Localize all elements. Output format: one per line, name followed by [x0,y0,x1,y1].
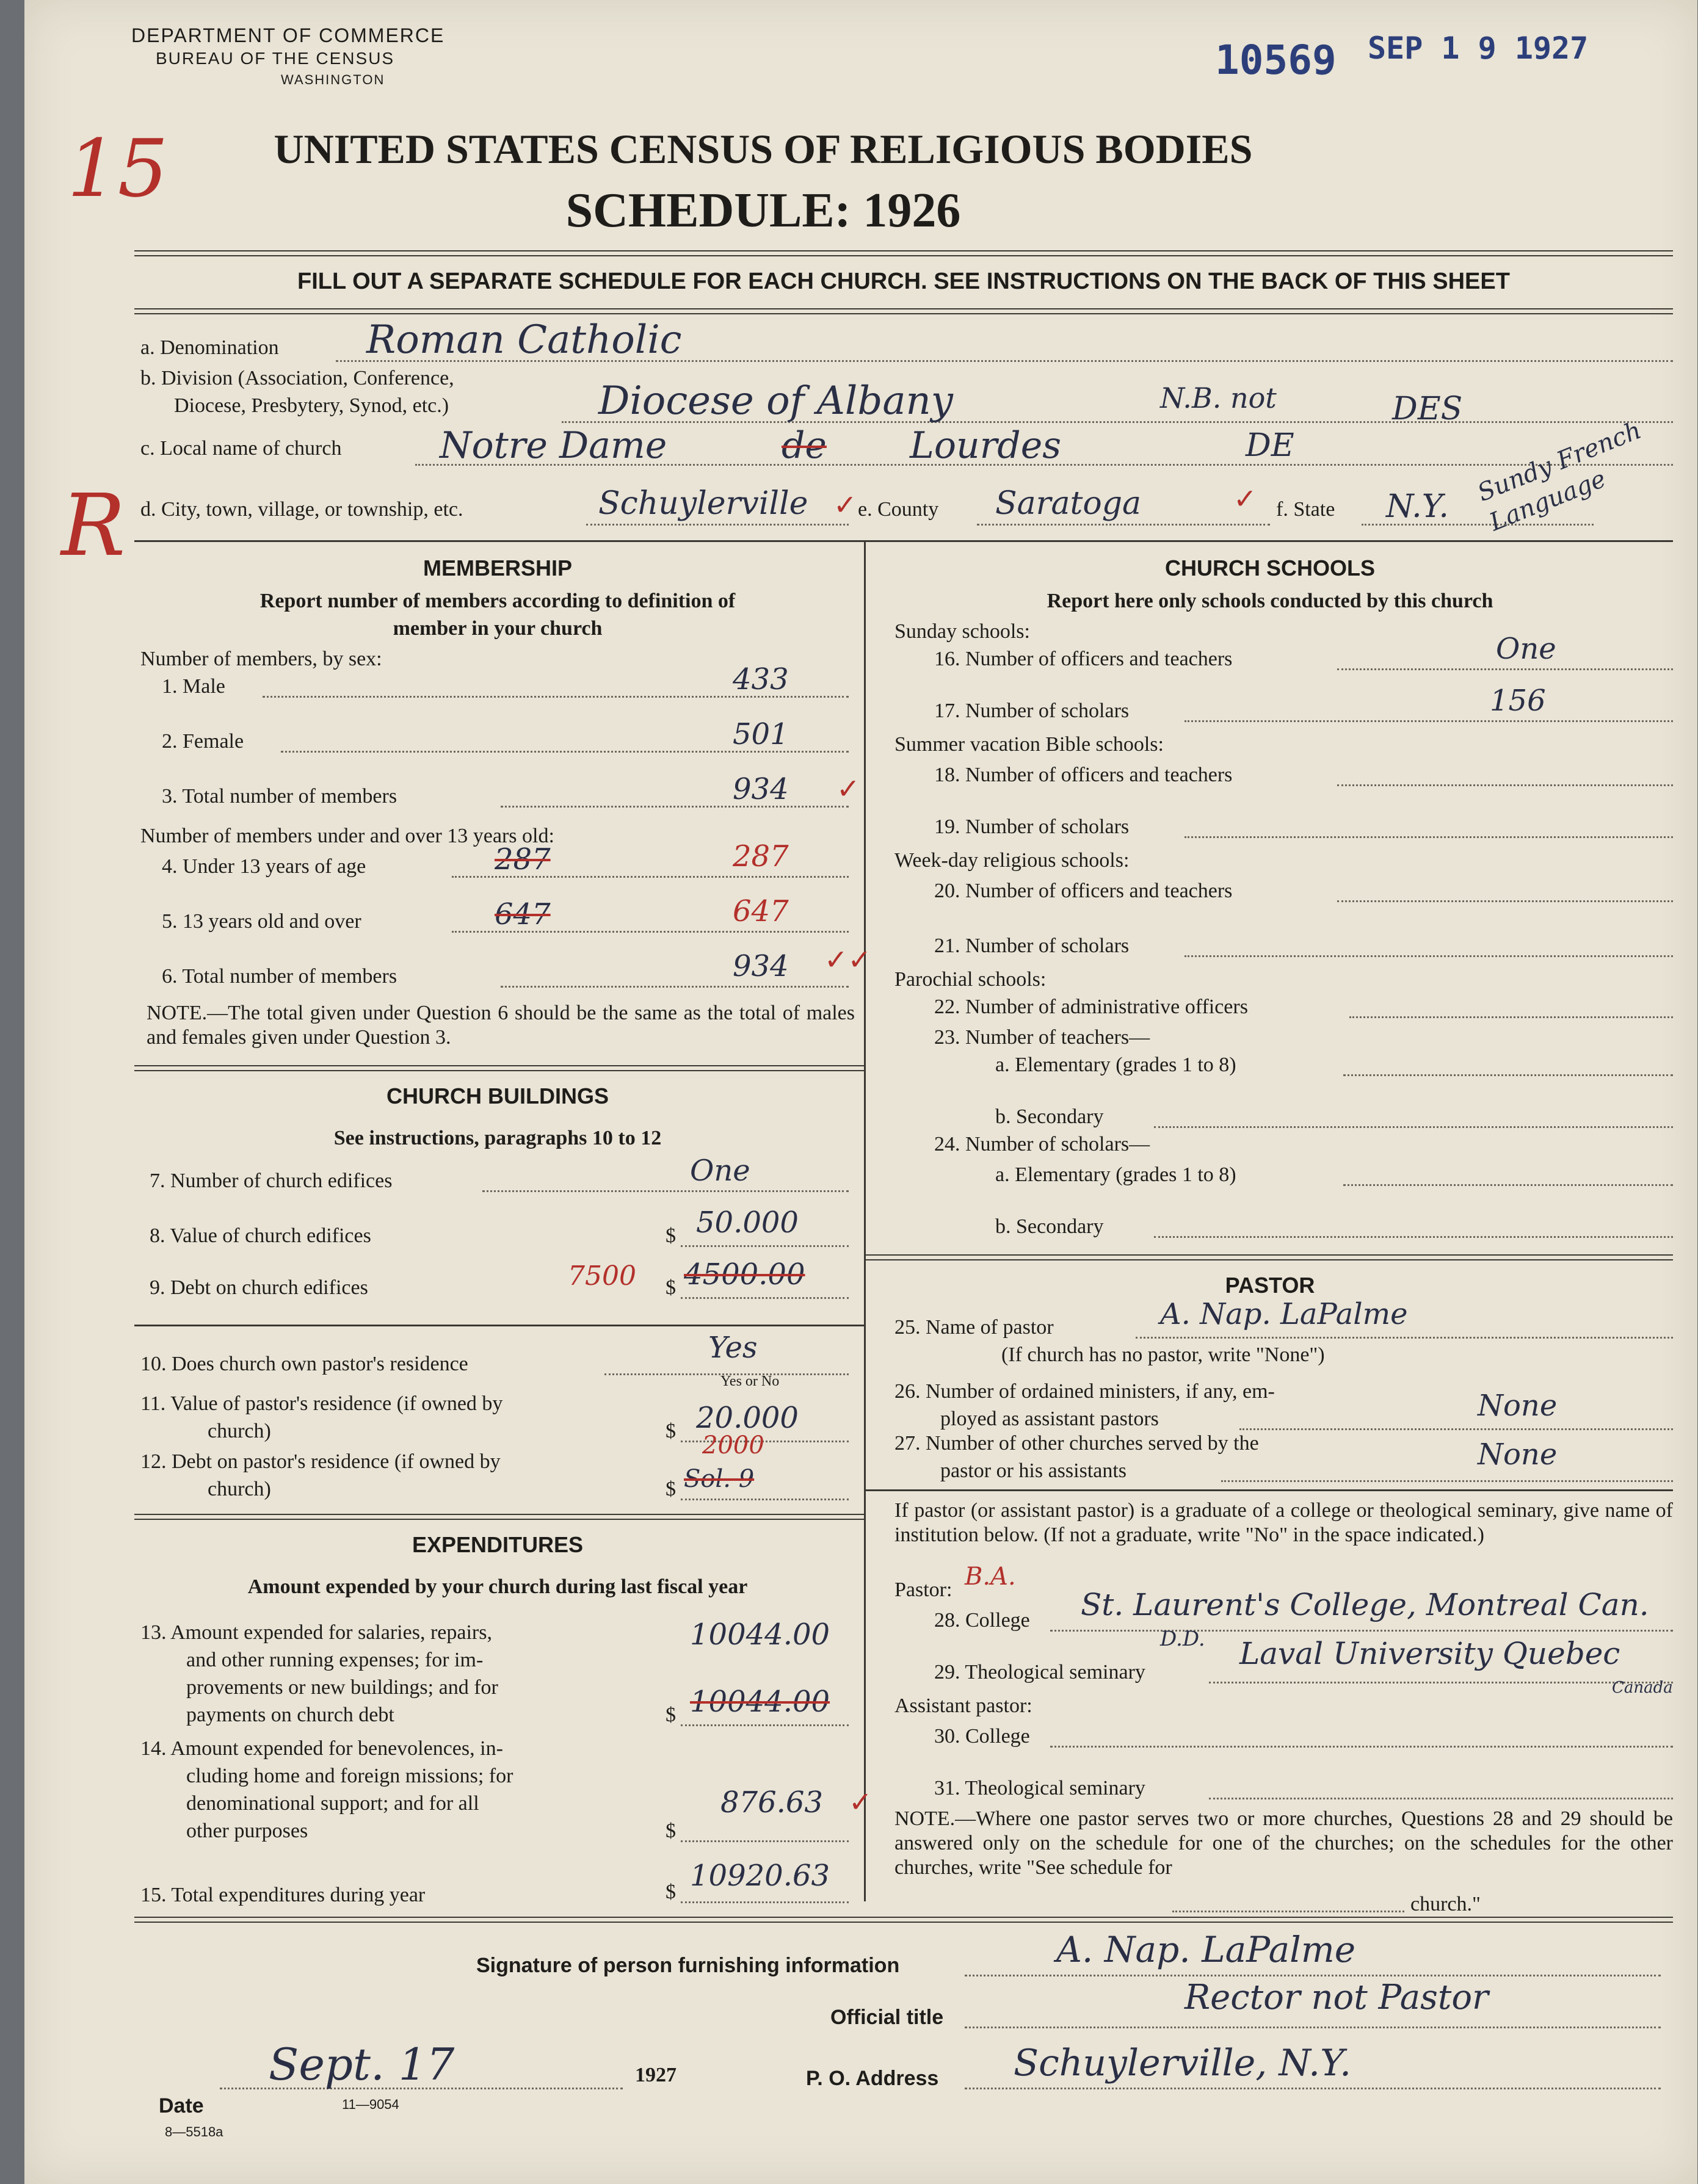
division-label-2: Diocese, Presbytery, Synod, etc.) [174,394,449,417]
stamp-number: 10569 [1215,37,1337,84]
q25-line [1136,1337,1673,1339]
city-line [586,524,849,526]
q16-line [1337,668,1673,670]
q23a-line [1343,1074,1673,1076]
q16-answer: One [1496,632,1556,666]
q17-line [1185,720,1673,722]
census-schedule-form [24,0,1697,2184]
membership-heading: MEMBERSHIP [423,555,573,580]
pastor-note: NOTE.—Where one pastor serves two or more churches, Questions 28 and 29 should be answered only on the schedule for one of the churches; on the schedules for the other churches, write "See schedule for [894,1807,1673,1879]
po-address-label: P. O. Address [806,2067,939,2090]
division-value: Diocese of Albany [598,378,953,424]
membership-by-sex: Number of members, by sex: [140,648,382,670]
bureau-city: WASHINGTON [281,72,385,87]
column-divider [864,540,866,1901]
margin-mark-r: R [61,476,126,576]
form-subtitle: SCHEDULE: 1926 [565,184,961,237]
membership-by-age: Number of members under and over 13 years old: [140,825,554,847]
signature-line [965,1975,1661,1976]
title-rule [134,250,1673,256]
q13-label-3: provements or new buildings; and for [186,1676,498,1699]
stamp-date: SEP 1 9 1927 [1368,31,1589,66]
q6-check-icon: ✓✓ [824,944,872,975]
parochial-schools-label: Parochial schools: [894,968,1047,991]
denomination-label: a. Denomination [140,336,279,359]
q2-answer: 501 [733,717,789,751]
po-address-line [965,2088,1661,2089]
state-label: f. State [1276,498,1335,521]
q29-line [1209,1682,1673,1683]
q7-label: 7. Number of church edifices [150,1170,393,1192]
q4-answer: 287 [733,839,789,873]
q11-label-2: church) [208,1420,271,1442]
q4-struck: 287 [495,842,551,877]
q6-line [501,986,849,988]
margin-mark-15: 15 [67,122,169,215]
q27-line [1221,1480,1673,1482]
q25-hint: (If church has no pastor, write "None") [1001,1343,1325,1366]
q18-label: 18. Number of officers and teachers [934,764,1233,786]
county-value: Saratoga [995,485,1141,522]
date-year: 1927 [635,2064,677,2086]
buildings-rule [134,1514,864,1520]
q26-label-2: ployed as assistant pastors [940,1408,1159,1430]
q12-label-1: 12. Debt on pastor's residence (if owned by [140,1450,501,1473]
county-line [977,524,1270,526]
q28-degree: B.A. [965,1563,1016,1591]
q14-label-3: denominational support; and for all [186,1792,479,1815]
schools-heading: CHURCH SCHOOLS [1164,555,1375,580]
q14-check-icon: ✓ [849,1787,873,1818]
form-instructions: FILL OUT A SEPARATE SCHEDULE FOR EACH CHURCH. SEE INSTRUCTIONS ON THE BACK OF THIS SHEET [297,269,1510,294]
q7-answer: One [690,1154,750,1188]
q6-answer: 934 [733,949,789,983]
pastor-mid-rule [866,1489,1673,1491]
q29-country: Canada [1612,1679,1673,1697]
q13-answer: 10044.00 [690,1618,830,1652]
q24a-label: a. Elementary (grades 1 to 8) [995,1163,1236,1186]
official-title-label: Official title [830,2006,944,2029]
q2-label: 2. Female [162,730,244,753]
identity-rule [134,540,1673,542]
q10-hint: Yes or No [720,1373,780,1389]
q12-new-answer: 2000 [702,1431,764,1459]
q15-line [681,1901,849,1903]
grad-note: If pastor (or assistant pastor) is a graduate of a college or theological seminary, give name of institution below. (If not a graduate, write "No" in the space indicated.) [894,1499,1673,1546]
q3-answer: 934 [733,772,789,806]
q20-label: 20. Number of officers and teachers [934,880,1233,902]
q9-label: 9. Debt on church edifices [150,1276,368,1299]
q28-label: 28. College [934,1609,1030,1632]
membership-sub-2: member in your church [393,617,603,640]
signature-value: A. Nap. LaPalme [1056,1929,1356,1970]
q1-answer: 433 [733,662,789,696]
q12-line [681,1499,849,1500]
q7-line [482,1190,849,1192]
q8-line [681,1245,849,1247]
form-number: 11—9054 [342,2097,399,2112]
bureau-name: BUREAU OF THE CENSUS [156,49,395,68]
q23a-label: a. Elementary (grades 1 to 8) [995,1054,1236,1076]
q21-label: 21. Number of scholars [934,935,1130,957]
q20-line [1337,900,1673,902]
signature-label: Signature of person furnishing information [476,1954,900,1977]
q25-answer: A. Nap. LaPalme [1160,1297,1408,1331]
division-note: N.B. not [1160,381,1277,414]
q8-answer: 50.000 [696,1206,799,1240]
q28-answer: St. Laurent's College, Montreal Can. [1081,1587,1649,1622]
q11-answer: 20.000 [696,1401,799,1435]
q25-label: 25. Name of pastor [894,1316,1054,1339]
q17-label: 17. Number of scholars [934,700,1130,722]
q14-answer: 876.63 [720,1785,823,1820]
q5-answer: 647 [733,894,789,928]
summer-schools-label: Summer vacation Bible schools: [894,733,1164,756]
q9-line [681,1297,849,1299]
q31-line [1209,1798,1673,1799]
q13-label-1: 13. Amount expended for salaries, repairs, [140,1621,492,1644]
q13-label-2: and other running expenses; for im- [186,1649,484,1671]
instructions-rule [134,308,1673,314]
membership-sub-1: Report number of members according to definition of [259,590,736,612]
city-check-icon: ✓ [833,490,857,521]
q29-label: 29. Theological seminary [934,1661,1145,1683]
q9-dollar: $ [666,1276,676,1299]
q13-line [681,1724,849,1726]
q15-dollar: $ [666,1881,676,1903]
q30-line [1050,1746,1673,1748]
buildings-mid-rule [134,1325,864,1326]
date-label: Date [159,2094,204,2117]
q19-line [1185,836,1673,838]
q15-label: 15. Total expenditures during year [140,1884,426,1906]
division-note-2: DES [1392,391,1463,427]
q13-dollar: $ [666,1704,676,1726]
q12-label-2: church) [208,1478,271,1500]
official-title-line [965,2027,1661,2028]
q14-label-4: other purposes [186,1820,308,1842]
denomination-value: Roman Catholic [366,317,682,363]
schools-rule [866,1254,1673,1260]
q24a-line [1343,1184,1673,1186]
buildings-heading: CHURCH BUILDINGS [386,1083,609,1108]
q27-answer: None [1478,1437,1558,1472]
q13-label-4: payments on church debt [186,1704,394,1726]
state-value: N.Y. [1386,488,1449,525]
q21-line [1185,955,1673,957]
signature-rule [134,1917,1673,1923]
expenditures-sub: Amount expended by your church during last fiscal year [247,1575,748,1598]
church-name-struck: de [782,424,827,467]
q16-label: 16. Number of officers and teachers [934,648,1233,670]
q5-label: 5. 13 years old and over [162,910,361,933]
po-address-value: Schuylerville, N.Y. [1014,2042,1352,2085]
pastor-note-end: church." [1410,1893,1481,1915]
q22-label: 22. Number of administrative officers [934,996,1248,1018]
q6-label: 6. Total number of members [162,965,397,988]
buildings-sub: See instructions, paragraphs 10 to 12 [333,1127,662,1149]
q28-line [1050,1630,1673,1632]
q26-line [1239,1428,1673,1430]
city-value: Schuylerville [598,485,808,522]
county-check-icon: ✓ [1233,483,1257,515]
q11-dollar: $ [666,1420,676,1442]
q27-label-2: pastor or his assistants [940,1459,1127,1482]
q23-label: 23. Number of teachers— [934,1026,1150,1049]
form-code: 8—5518a [165,2124,223,2139]
q15-answer: 10920.63 [690,1859,830,1893]
dept-name: DEPARTMENT OF COMMERCE [131,24,445,46]
q14-line [681,1840,849,1842]
form-title: UNITED STATES CENSUS OF RELIGIOUS BODIES [274,126,1253,172]
q23b-line [1154,1126,1673,1128]
q30-label: 30. College [934,1725,1030,1748]
q29-answer: Laval University Quebec [1239,1636,1620,1671]
pastor-heading: PASTOR [1225,1273,1315,1298]
expenditures-heading: EXPENDITURES [412,1532,584,1557]
membership-note: NOTE.—The total given under Question 6 should be the same as the total of males and females given under Question 3. [147,1002,855,1049]
assistant-pastor-label: Assistant pastor: [894,1694,1032,1717]
q26-label-1: 26. Number of ordained ministers, if any, em- [894,1380,1275,1403]
church-name-label: c. Local name of church [140,437,342,460]
q22-line [1349,1016,1673,1018]
division-label-1: b. Division (Association, Conference, [140,367,454,389]
q1-label: 1. Male [162,675,225,698]
q27-label-1: 27. Number of other churches served by the [894,1432,1259,1455]
q18-line [1337,784,1673,786]
q9-new-answer: 7500 [568,1260,636,1292]
church-name-note-2: Sundy French Language [1473,416,1645,537]
q12-dollar: $ [666,1478,676,1500]
schools-sub: Report here only schools conducted by this church [1047,590,1493,612]
q26-answer: None [1478,1389,1558,1423]
weekday-schools-label: Week-day religious schools: [894,849,1130,872]
q10-answer: Yes [708,1331,758,1365]
membership-rule [134,1065,864,1071]
church-name-value-2: Lourdes [910,424,1061,467]
q31-label: 31. Theological seminary [934,1777,1145,1799]
q24-label: 24. Number of scholars— [934,1133,1150,1155]
q5-struck: 647 [495,897,551,931]
q8-dollar: $ [666,1224,676,1247]
sunday-schools-label: Sunday schools: [894,620,1030,643]
q14-dollar: $ [666,1820,676,1842]
q29-degree: D.D. [1160,1627,1205,1651]
q9-struck: 4500.00 [684,1257,805,1292]
official-title-value: Rector not Pastor [1185,1978,1489,2017]
q13-struck: 10044.00 [690,1685,830,1719]
q19-label: 19. Number of scholars [934,815,1130,838]
city-label: d. City, town, village, or township, etc. [140,498,463,521]
q24b-label: b. Secondary [995,1215,1104,1238]
q17-answer: 156 [1490,684,1546,718]
q10-label: 10. Does church own pastor's residence [140,1353,468,1375]
q14-label-2: cluding home and foreign missions; for [186,1765,513,1787]
church-name-value: Notre Dame [440,424,667,467]
q4-label: 4. Under 13 years of age [162,855,366,878]
q3-label: 3. Total number of members [162,785,397,808]
q8-label: 8. Value of church edifices [150,1224,371,1247]
church-name-note: DE [1246,427,1294,464]
q11-label-1: 11. Value of pastor's residence (if owned by [140,1392,503,1415]
q14-label-1: 14. Amount expended for benevolences, in- [140,1737,503,1760]
q24b-line [1154,1236,1673,1238]
q12-struck: Sol. 9 [684,1465,755,1493]
date-value: Sept. 17 [269,2039,455,2090]
pastor-note-line [1172,1911,1404,1912]
q3-check-icon: ✓ [836,773,860,805]
county-label: e. County [858,498,939,521]
q3-line [501,806,849,808]
q23b-label: b. Secondary [995,1105,1104,1128]
pastor-grad-label: Pastor: [894,1578,952,1601]
